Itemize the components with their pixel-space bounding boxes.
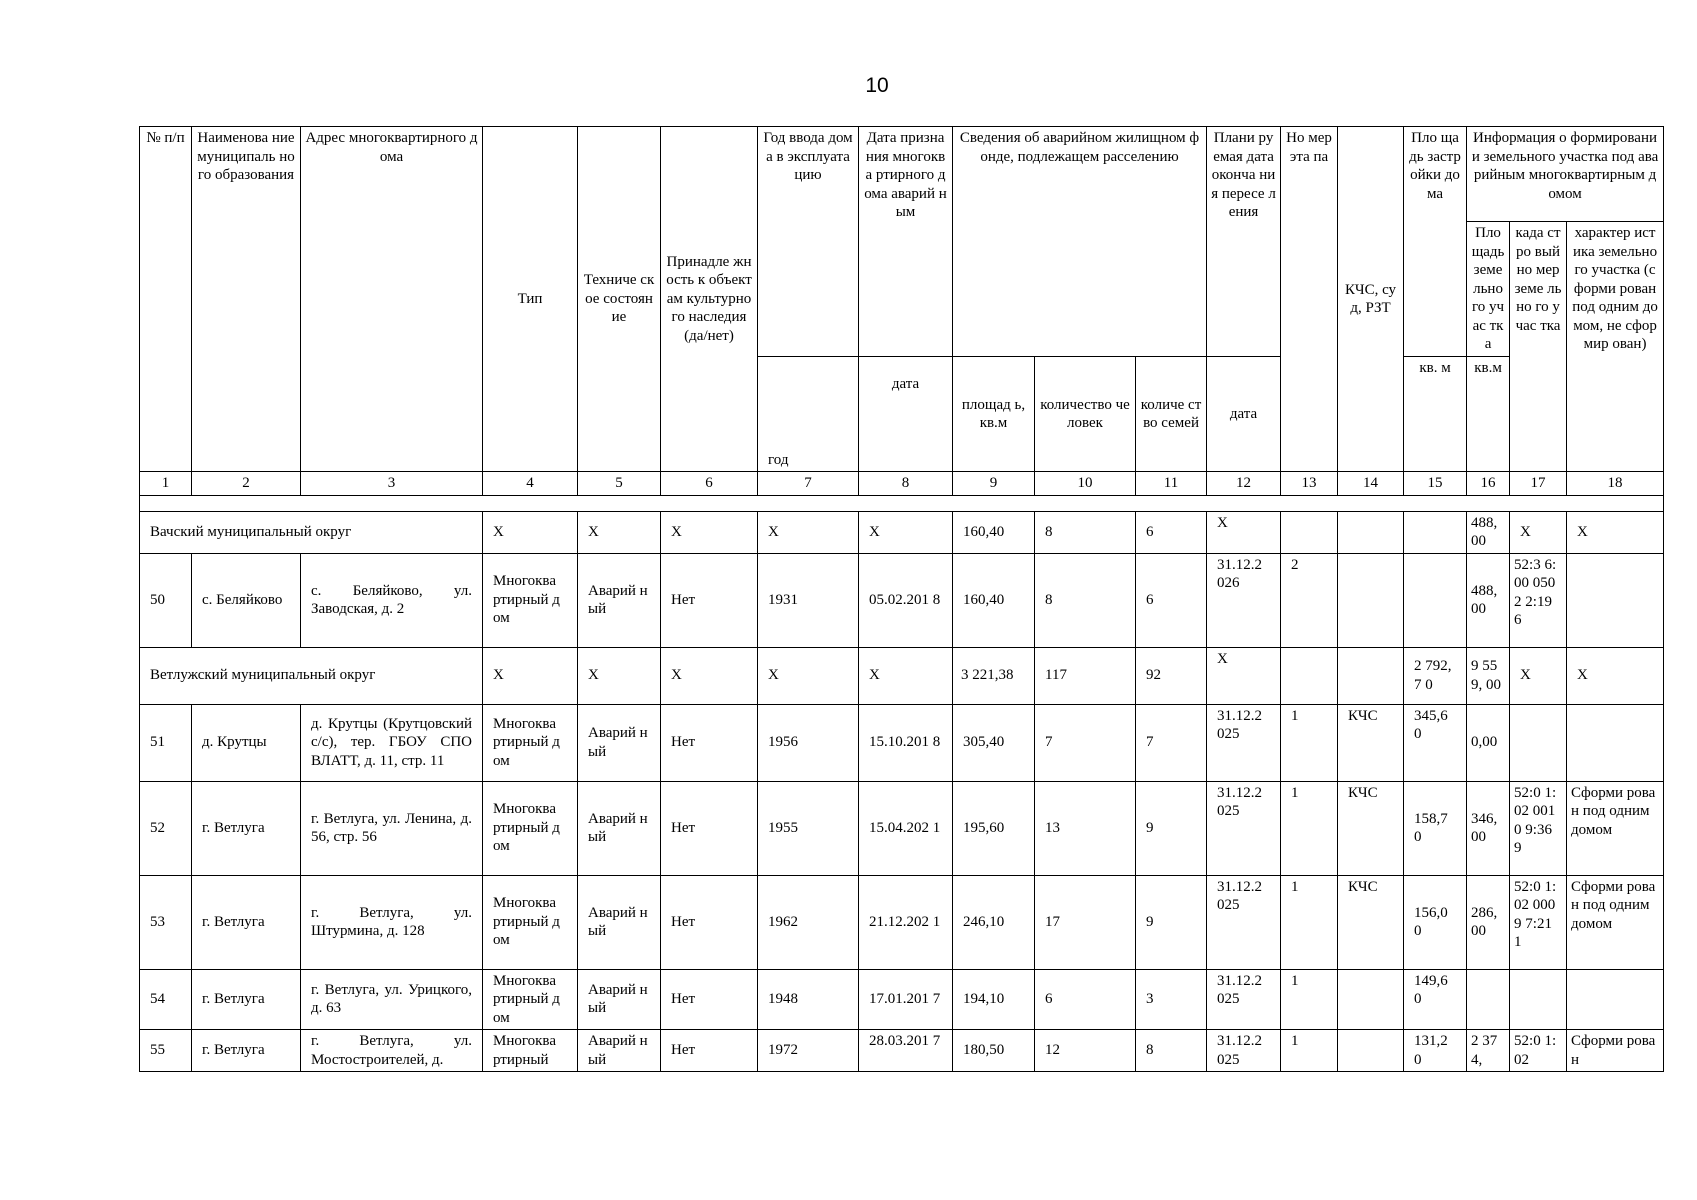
header-sub-year: год [758, 357, 859, 472]
cell-plan-date: X [1207, 647, 1281, 704]
cell-kchs [1338, 1030, 1404, 1072]
cell-number: 54 [140, 969, 192, 1030]
cell-municipality: г. Ветлуга [192, 969, 301, 1030]
header-col-heritage: Принадле жность к объектам культурно го наследия (да/нет) [661, 127, 758, 472]
cell-cadastral: X [1510, 511, 1567, 553]
column-number: 11 [1136, 472, 1207, 496]
group-name: Ветлужский муниципальный округ [140, 647, 483, 704]
cell-cadastral: 52:0 1:02 0009 7:21 1 [1510, 875, 1567, 969]
header-sub-planned-date: дата [1207, 357, 1281, 472]
cell-land-area: 346, 00 [1467, 781, 1510, 875]
cell-heritage: X [661, 647, 758, 704]
cell-type: Многоква ртирный [483, 1030, 578, 1072]
cell-kchs: КЧС [1338, 704, 1404, 781]
cell-people: 8 [1035, 511, 1136, 553]
column-number: 17 [1510, 472, 1567, 496]
cell-stage [1281, 511, 1338, 553]
header-col-kchs: КЧС, суд, РЗТ [1338, 127, 1404, 472]
column-number: 16 [1467, 472, 1510, 496]
cell-year: X [758, 511, 859, 553]
cell-heritage: Нет [661, 969, 758, 1030]
column-number: 18 [1567, 472, 1664, 496]
header-col-people: количество человек [1035, 357, 1136, 472]
spacer-row [140, 495, 1664, 511]
cell-cadastral [1510, 969, 1567, 1030]
cell-families: 9 [1136, 875, 1207, 969]
cell-address: г. Ветлуга, ул. Ленина, д. 56, стр. 56 [301, 781, 483, 875]
cell-type: Многоква ртирный дом [483, 553, 578, 647]
cell-date: 17.01.201 7 [859, 969, 953, 1030]
page-number: 10 [865, 74, 889, 97]
cell-area: 160,40 [953, 553, 1035, 647]
header-col-planned-date: Плани руемая дата оконча ния пересе ления [1207, 127, 1281, 357]
cell-building-area: 345,6 0 [1404, 704, 1467, 781]
cell-year: X [758, 647, 859, 704]
column-number: 15 [1404, 472, 1467, 496]
cell-building-area [1404, 553, 1467, 647]
cell-building-area: 149,6 0 [1404, 969, 1467, 1030]
cell-year: 1931 [758, 553, 859, 647]
column-numbers-row [140, 472, 1664, 496]
cell-heritage: Нет [661, 1030, 758, 1072]
cell-stage: 1 [1281, 781, 1338, 875]
cell-land-area [1467, 969, 1510, 1030]
cell-kchs [1338, 969, 1404, 1030]
cell-cadastral: X [1510, 647, 1567, 704]
cell-heritage: Нет [661, 875, 758, 969]
header-col-commission-year: Год ввода дома в эксплуата цию [758, 127, 859, 357]
cell-municipality: г. Ветлуга [192, 1030, 301, 1072]
header-col-cadastral-number: када стро вый но мер земе льно го учас тка [1510, 222, 1567, 472]
column-number: 8 [859, 472, 953, 496]
cell-characteristic [1567, 969, 1664, 1030]
column-number: 3 [301, 472, 483, 496]
cell-families: 3 [1136, 969, 1207, 1030]
cell-state: Аварий ный [578, 553, 661, 647]
cell-address: г. Ветлуга, ул. Мостостроителей, д. [301, 1030, 483, 1072]
group-name: Вачский муниципальный округ [140, 511, 483, 553]
cell-cadastral: 52:0 1:02 0010 9:36 9 [1510, 781, 1567, 875]
cell-number: 50 [140, 553, 192, 647]
cell-kchs [1338, 553, 1404, 647]
column-number: 5 [578, 472, 661, 496]
cell-land-area: 488, 00 [1467, 511, 1510, 553]
header-col-land-area [1467, 222, 1510, 472]
cell-land-area: 0,00 [1467, 704, 1510, 781]
cell-state: X [578, 647, 661, 704]
cell-date: 15.10.201 8 [859, 704, 953, 781]
cell-municipality: г. Ветлуга [192, 875, 301, 969]
cell-people: 8 [1035, 553, 1136, 647]
cell-year: 1972 [758, 1030, 859, 1072]
cell-characteristic [1567, 553, 1664, 647]
cell-kchs [1338, 647, 1404, 704]
cell-characteristic: X [1567, 647, 1664, 704]
cell-stage: 2 [1281, 553, 1338, 647]
cell-cadastral: 52:0 1:02 [1510, 1030, 1567, 1072]
cell-plan-date: 31.12.2 026 [1207, 553, 1281, 647]
cell-characteristic: Сформи рован под одним домом [1567, 781, 1664, 875]
cell-date: 15.04.202 1 [859, 781, 953, 875]
column-number: 7 [758, 472, 859, 496]
table-row [140, 704, 1664, 781]
cell-heritage: Нет [661, 704, 758, 781]
cell-characteristic: X [1567, 511, 1664, 553]
cell-address: г. Ветлуга, ул. Урицкого, д. 63 [301, 969, 483, 1030]
cell-municipality: с. Беляйково [192, 553, 301, 647]
table-row [140, 969, 1664, 1030]
cell-year: 1962 [758, 875, 859, 969]
cell-building-area: 2 792,7 0 [1404, 647, 1467, 704]
cell-land-area: 488, 00 [1467, 553, 1510, 647]
cell-people: 6 [1035, 969, 1136, 1030]
header-col-land-area-unit: кв.м [1467, 356, 1509, 378]
header-col-emergency-date: Дата призна ния многоква ртирного дома аварий ным [859, 127, 953, 357]
cell-building-area [1404, 511, 1467, 553]
cell-date: 28.03.201 7 [859, 1030, 953, 1072]
cell-people: 117 [1035, 647, 1136, 704]
cell-cadastral: 52:3 6:00 0502 2:19 6 [1510, 553, 1567, 647]
cell-type: Многоква ртирный дом [483, 781, 578, 875]
table-row [140, 553, 1664, 647]
cell-state: Аварий ный [578, 875, 661, 969]
cell-building-area: 156,0 0 [1404, 875, 1467, 969]
cell-state: X [578, 511, 661, 553]
cell-stage [1281, 647, 1338, 704]
header-col-land-characteristic: характер истика земельно го участка (сформи рован под одним домом, не сформир ован) [1567, 222, 1664, 472]
cell-area: 3 221,38 [953, 647, 1035, 704]
cell-families: 9 [1136, 781, 1207, 875]
cell-area: 160,40 [953, 511, 1035, 553]
column-number: 1 [140, 472, 192, 496]
cell-number: 51 [140, 704, 192, 781]
cell-plan-date: 31.12.2 025 [1207, 781, 1281, 875]
cell-address: г. Ветлуга, ул. Штурмина, д. 128 [301, 875, 483, 969]
cell-date: X [859, 647, 953, 704]
cell-people: 12 [1035, 1030, 1136, 1072]
cell-heritage: Нет [661, 553, 758, 647]
cell-heritage: Нет [661, 781, 758, 875]
cell-number: 53 [140, 875, 192, 969]
cell-cadastral [1510, 704, 1567, 781]
cell-land-area: 2 374, [1467, 1030, 1510, 1072]
cell-plan-date: X [1207, 511, 1281, 553]
cell-area: 194,10 [953, 969, 1035, 1030]
cell-people: 13 [1035, 781, 1136, 875]
cell-municipality: г. Ветлуга [192, 781, 301, 875]
header-row [140, 127, 1664, 222]
cell-building-area: 158,7 0 [1404, 781, 1467, 875]
cell-characteristic: Сформи рован [1567, 1030, 1664, 1072]
cell-people: 17 [1035, 875, 1136, 969]
cell-number: 52 [140, 781, 192, 875]
cell-people: 7 [1035, 704, 1136, 781]
table-row [140, 1030, 1664, 1072]
cell-building-area: 131,2 0 [1404, 1030, 1467, 1072]
cell-stage: 1 [1281, 875, 1338, 969]
table-row [140, 875, 1664, 969]
header-sub-building-unit: кв. м [1404, 357, 1467, 472]
cell-stage: 1 [1281, 704, 1338, 781]
table-row-group-vacha [140, 511, 1664, 553]
header-col-area: площад ь, кв.м [953, 357, 1035, 472]
cell-families: 6 [1136, 553, 1207, 647]
cell-date: 21.12.202 1 [859, 875, 953, 969]
cell-families: 7 [1136, 704, 1207, 781]
cell-families: 92 [1136, 647, 1207, 704]
cell-families: 8 [1136, 1030, 1207, 1072]
cell-state: Аварий ный [578, 781, 661, 875]
cell-type: Многоква ртирный дом [483, 875, 578, 969]
cell-land-area: 9 559, 00 [1467, 647, 1510, 704]
header-group-land-plot: Информация о формировании земельного участка под аварийным многоквартирным домом [1467, 127, 1664, 222]
column-number: 9 [953, 472, 1035, 496]
column-number: 2 [192, 472, 301, 496]
cell-characteristic [1567, 704, 1664, 781]
cell-plan-date: 31.12.2 025 [1207, 875, 1281, 969]
cell-plan-date: 31.12.2 025 [1207, 704, 1281, 781]
cell-area: 180,50 [953, 1030, 1035, 1072]
cell-type: X [483, 647, 578, 704]
spacer-cell [140, 495, 1664, 511]
cell-address: с. Беляйково, ул. Заводская, д. 2 [301, 553, 483, 647]
column-number: 13 [1281, 472, 1338, 496]
cell-kchs [1338, 511, 1404, 553]
cell-state: Аварий ный [578, 704, 661, 781]
cell-kchs: КЧС [1338, 875, 1404, 969]
cell-date: X [859, 511, 953, 553]
cell-year: 1955 [758, 781, 859, 875]
column-number: 10 [1035, 472, 1136, 496]
column-number: 6 [661, 472, 758, 496]
column-number: 12 [1207, 472, 1281, 496]
cell-land-area: 286, 00 [1467, 875, 1510, 969]
column-number: 14 [1338, 472, 1404, 496]
header-group-emergency-fund: Сведения об аварийном жилищном фонде, подлежащем расселению [953, 127, 1207, 357]
header-col-technical-state: Техниче ское состоян ие [578, 127, 661, 472]
header-col-building-area: Пло щадь застр ойки дома [1404, 127, 1467, 357]
header-col-families: количе ство семей [1136, 357, 1207, 472]
header-sub-date: дата [859, 357, 953, 472]
cell-characteristic: Сформи рован под одним домом [1567, 875, 1664, 969]
cell-stage: 1 [1281, 969, 1338, 1030]
cell-area: 246,10 [953, 875, 1035, 969]
cell-heritage: X [661, 511, 758, 553]
cell-stage: 1 [1281, 1030, 1338, 1072]
cell-type: X [483, 511, 578, 553]
cell-plan-date: 31.12.2 025 [1207, 969, 1281, 1030]
cell-type: Многоква ртирный дом [483, 704, 578, 781]
table-row-group-vetluga [140, 647, 1664, 704]
header-col-number: № п/п [140, 127, 192, 472]
cell-state: Аварий ный [578, 969, 661, 1030]
table-row [140, 781, 1664, 875]
cell-number: 55 [140, 1030, 192, 1072]
header-col-stage: Но мер эта па [1281, 127, 1338, 472]
cell-area: 305,40 [953, 704, 1035, 781]
cell-address: д. Крутцы (Крутцовский с/с), тер. ГБОУ СПО ВЛАТТ, д. 11, стр. 11 [301, 704, 483, 781]
cell-year: 1956 [758, 704, 859, 781]
column-number: 4 [483, 472, 578, 496]
cell-state: Аварий ный [578, 1030, 661, 1072]
header-col-land-area-label: Пло щадь земе льно го учас тка [1471, 225, 1505, 352]
cell-plan-date: 31.12.2 025 [1207, 1030, 1281, 1072]
cell-families: 6 [1136, 511, 1207, 553]
header-col-address: Адрес многоквартирного дома [301, 127, 483, 472]
cell-year: 1948 [758, 969, 859, 1030]
cell-municipality: д. Крутцы [192, 704, 301, 781]
header-col-municipality: Наименова ние муниципаль ного образования [192, 127, 301, 472]
cell-kchs: КЧС [1338, 781, 1404, 875]
cell-area: 195,60 [953, 781, 1035, 875]
emergency-housing-table [139, 126, 1664, 1072]
header-col-type: Тип [483, 127, 578, 472]
cell-date: 05.02.201 8 [859, 553, 953, 647]
cell-type: Многоква ртирный дом [483, 969, 578, 1030]
